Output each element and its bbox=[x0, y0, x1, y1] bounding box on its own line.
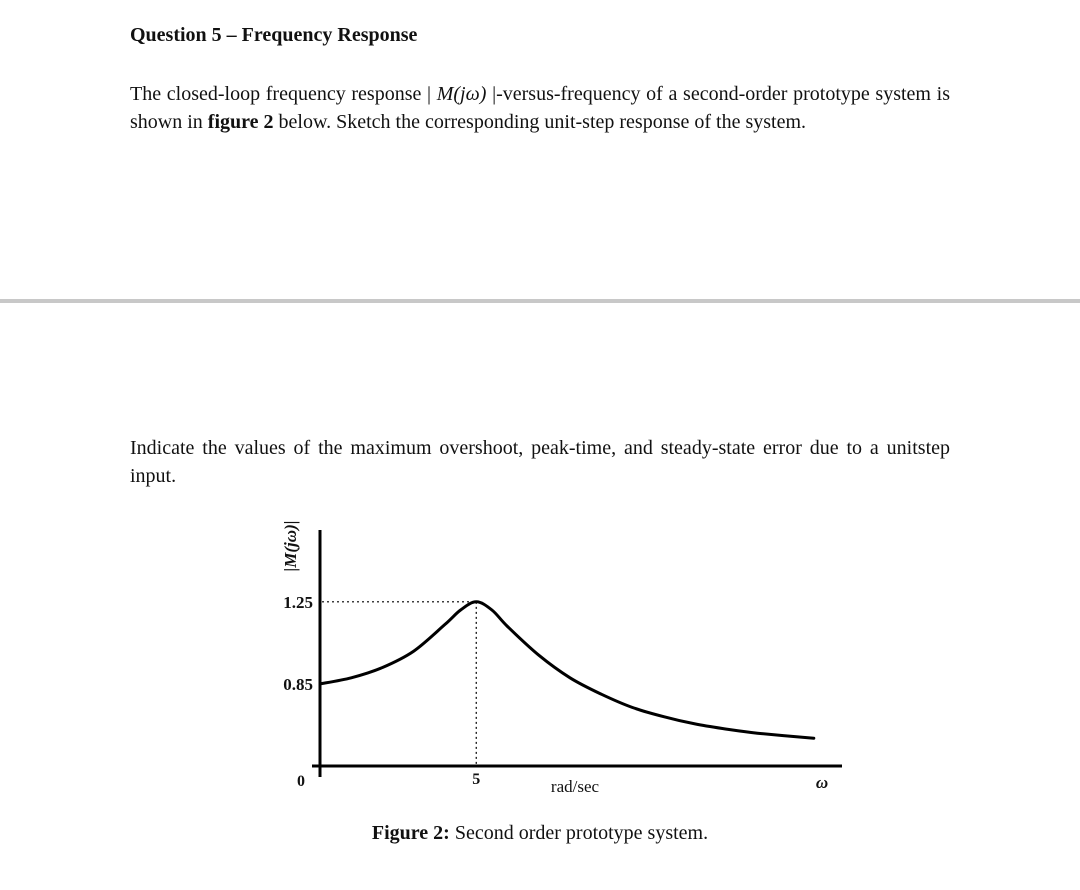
caption-label: Figure 2: bbox=[371, 822, 450, 844]
frequency-response-chart bbox=[250, 500, 870, 810]
omega-axis-symbol: ω bbox=[815, 773, 829, 792]
response-curve bbox=[320, 602, 814, 739]
y-tick-label-1.25: 1.25 bbox=[283, 592, 313, 612]
y-axis-label: |M(jω)| bbox=[281, 520, 300, 572]
y-tick-label-0.85: 0.85 bbox=[283, 674, 313, 694]
para1-middle: |-versus-frequency of a second-order prototype system is shown in bbox=[130, 83, 951, 133]
m-jw-symbol: M(jω) bbox=[436, 83, 487, 105]
x-tick-label-0: 0 bbox=[297, 773, 305, 790]
caption-text: Second order prototype system. bbox=[449, 822, 709, 844]
x-axis-label: rad/sec bbox=[550, 777, 600, 796]
figure-caption bbox=[130, 822, 950, 845]
frequency-response-figure bbox=[250, 500, 870, 810]
figure-reference: figure 2 bbox=[207, 111, 274, 133]
para1-intro: The closed-loop frequency response | bbox=[130, 83, 437, 105]
question-paragraph-1 bbox=[130, 80, 950, 136]
question-heading: Question 5 – Frequency Response bbox=[130, 24, 418, 46]
page-divider bbox=[0, 299, 1080, 303]
para1-outro: below. Sketch the corresponding unit-step response of the system. bbox=[273, 111, 807, 133]
x-tick-label-5: 5 bbox=[472, 771, 481, 788]
question-paragraph-2: Indicate the values of the maximum overshoot, peak-time, and steady-state error due to a unitstep input. bbox=[130, 437, 950, 487]
